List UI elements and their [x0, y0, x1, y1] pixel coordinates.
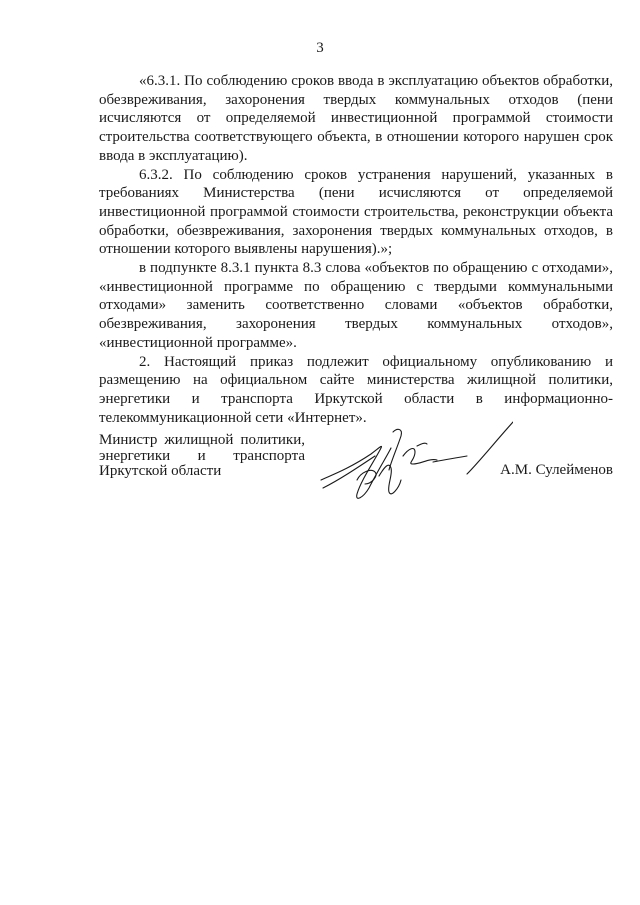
signer-title-line: Министр жилищной политики, [99, 432, 305, 448]
paragraph-publication: 2. Настоящий приказ подлежит официальному опубликованию и размещению на официальном сайте министерства жилищной политики, энергетики и транспорта Иркутской области в информационно-телекоммуникационной сети «Интернет». [99, 353, 613, 426]
signature-block [99, 433, 613, 503]
paragraph-6-3-2: 6.3.2. По соблюдению сроков устранения нарушений, указанных в требованиях Министерства (пени исчисляются от определяемой инвестиционной программой стоимости строительства, реконструкции объекта обработки, обезвреживания, захоронения твердых коммунальных отходов, в отношении которого выявлены нарушения).»; [99, 166, 613, 258]
document-body [99, 72, 613, 427]
paragraph-6-3-1: «6.3.1. По соблюдению сроков ввода в эксплуатацию объектов обработки, обезвреживания, захоронения твердых коммунальных отходов (пени исчисляются от определяемой инвестиционной программой стоимости строительства соответствующего объекта, в отношении которого нарушен срок ввода в эксплуатацию). [99, 73, 613, 164]
handwritten-signature [317, 418, 513, 510]
signer-title-line: Иркутской области [99, 463, 222, 479]
signer-title [99, 433, 305, 480]
page-number: 3 [316, 40, 324, 56]
signer-name: А.М. Сулейменов [500, 462, 613, 478]
signer-title-line: энергетики и транспорта [99, 447, 305, 464]
paragraph-subclause-8-3-1: в подпункте 8.3.1 пункта 8.3 слова «объектов по обращению с отходами», «инвестиционной программе по обращению с твердыми коммунальными отходами» заменить соответственно словами «объектов обработки, обезвреживания, захоронения твердых коммунальных отходов», «инвестиционной программе». [99, 260, 613, 351]
